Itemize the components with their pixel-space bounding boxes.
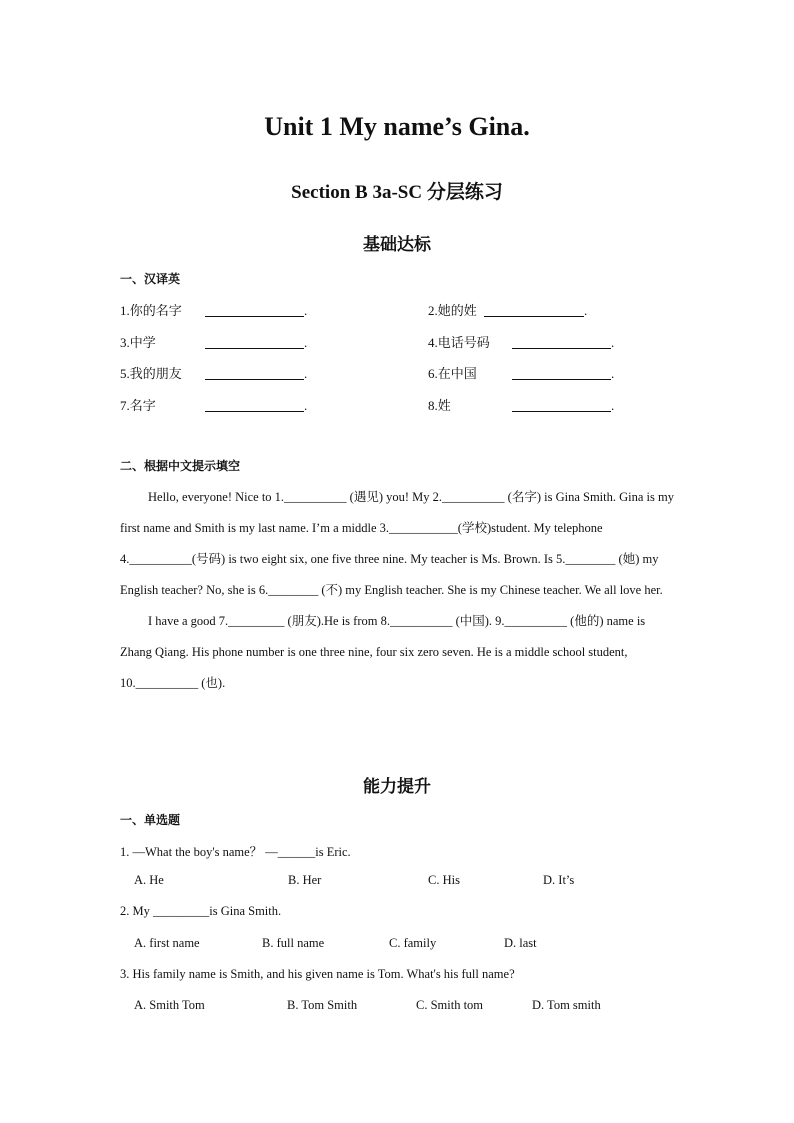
question-1-option-c[interactable]: C. His: [428, 873, 460, 887]
level1-heading: 基础达标: [363, 235, 431, 255]
item-end-mark: .: [304, 335, 308, 350]
translation-item-1: 1.你的名字: [120, 303, 182, 318]
page-subtitle: Section B 3a-SC 分层练习: [291, 182, 503, 203]
question-2-option-a[interactable]: A. first name: [134, 936, 200, 950]
item-end-mark: .: [611, 398, 615, 413]
answer-blank[interactable]: [205, 334, 304, 349]
translation-item-7: 7.名字: [120, 398, 156, 413]
answer-blank[interactable]: [205, 302, 304, 317]
question-3-option-b[interactable]: B. Tom Smith: [287, 998, 358, 1012]
cloze-passage: [120, 482, 680, 699]
item-end-mark: .: [611, 335, 615, 350]
question-3-stem: 3. His family name is Smith, and his given name is Tom. What's his full name?: [120, 967, 515, 981]
question-2-option-c[interactable]: C. family: [389, 936, 437, 950]
item-end-mark: .: [304, 303, 308, 318]
translation-item-2: 2.她的姓: [428, 303, 477, 318]
translation-item-4: 4.电话号码: [428, 335, 490, 350]
question-1-stem: 1. —What the boy's name？ —______is Eric.: [120, 845, 351, 859]
translation-item-3: 3.中学: [120, 335, 156, 350]
answer-blank[interactable]: [205, 365, 304, 380]
answer-blank[interactable]: [512, 397, 611, 412]
question-1-option-d[interactable]: D. It’s: [543, 873, 575, 887]
question-2-option-d[interactable]: D. last: [504, 936, 537, 950]
answer-blank[interactable]: [484, 302, 584, 317]
question-1-option-a[interactable]: A. He: [134, 873, 164, 887]
cloze-paragraph-1: Hello, everyone! Nice to 1.__________ (遇见) you! My 2.__________ (名字) is Gina Smith. Gina is my first name and Smith is my last name. I’m a middle 3.___________(学校)student. My telephone 4.__________(号码) is two eight six, one five three nine. My teacher is Ms. Brown. Is 5.________ (她) my English teacher? No, she is 6.________ (不) my English teacher. She is my Chinese teacher. We all love her.: [120, 490, 674, 597]
page-title: Unit 1 My name’s Gina.: [264, 112, 530, 141]
item-end-mark: .: [304, 366, 308, 381]
answer-blank[interactable]: [512, 365, 611, 380]
question-1-option-b[interactable]: B. Her: [288, 873, 322, 887]
question-3-option-a[interactable]: A. Smith Tom: [134, 998, 205, 1012]
translation-item-8: 8.姓: [428, 398, 451, 413]
part2-heading: 二、根据中文提示填空: [120, 459, 241, 473]
question-2-option-b[interactable]: B. full name: [262, 936, 325, 950]
item-end-mark: .: [611, 366, 615, 381]
part1-heading: 一、汉译英: [120, 272, 181, 286]
item-end-mark: .: [304, 398, 308, 413]
answer-blank[interactable]: [205, 397, 304, 412]
item-end-mark: .: [584, 303, 588, 318]
single-choice-heading: 一、单选题: [120, 813, 181, 827]
question-2-stem: 2. My _________is Gina Smith.: [120, 904, 282, 918]
translation-item-6: 6.在中国: [428, 366, 477, 381]
cloze-paragraph-2: I have a good 7._________ (朋友).He is from 8.__________ (中国). 9.__________ (他的) name is Zhang Qiang. His phone number is one three nine, four six zero seven. He is a middle school student, 10.__________ (也).: [120, 614, 646, 690]
level2-heading: 能力提升: [363, 777, 431, 797]
translation-item-5: 5.我的朋友: [120, 366, 182, 381]
question-3-option-d[interactable]: D. Tom smith: [532, 998, 601, 1012]
answer-blank[interactable]: [512, 334, 611, 349]
question-3-option-c[interactable]: C. Smith tom: [416, 998, 484, 1012]
